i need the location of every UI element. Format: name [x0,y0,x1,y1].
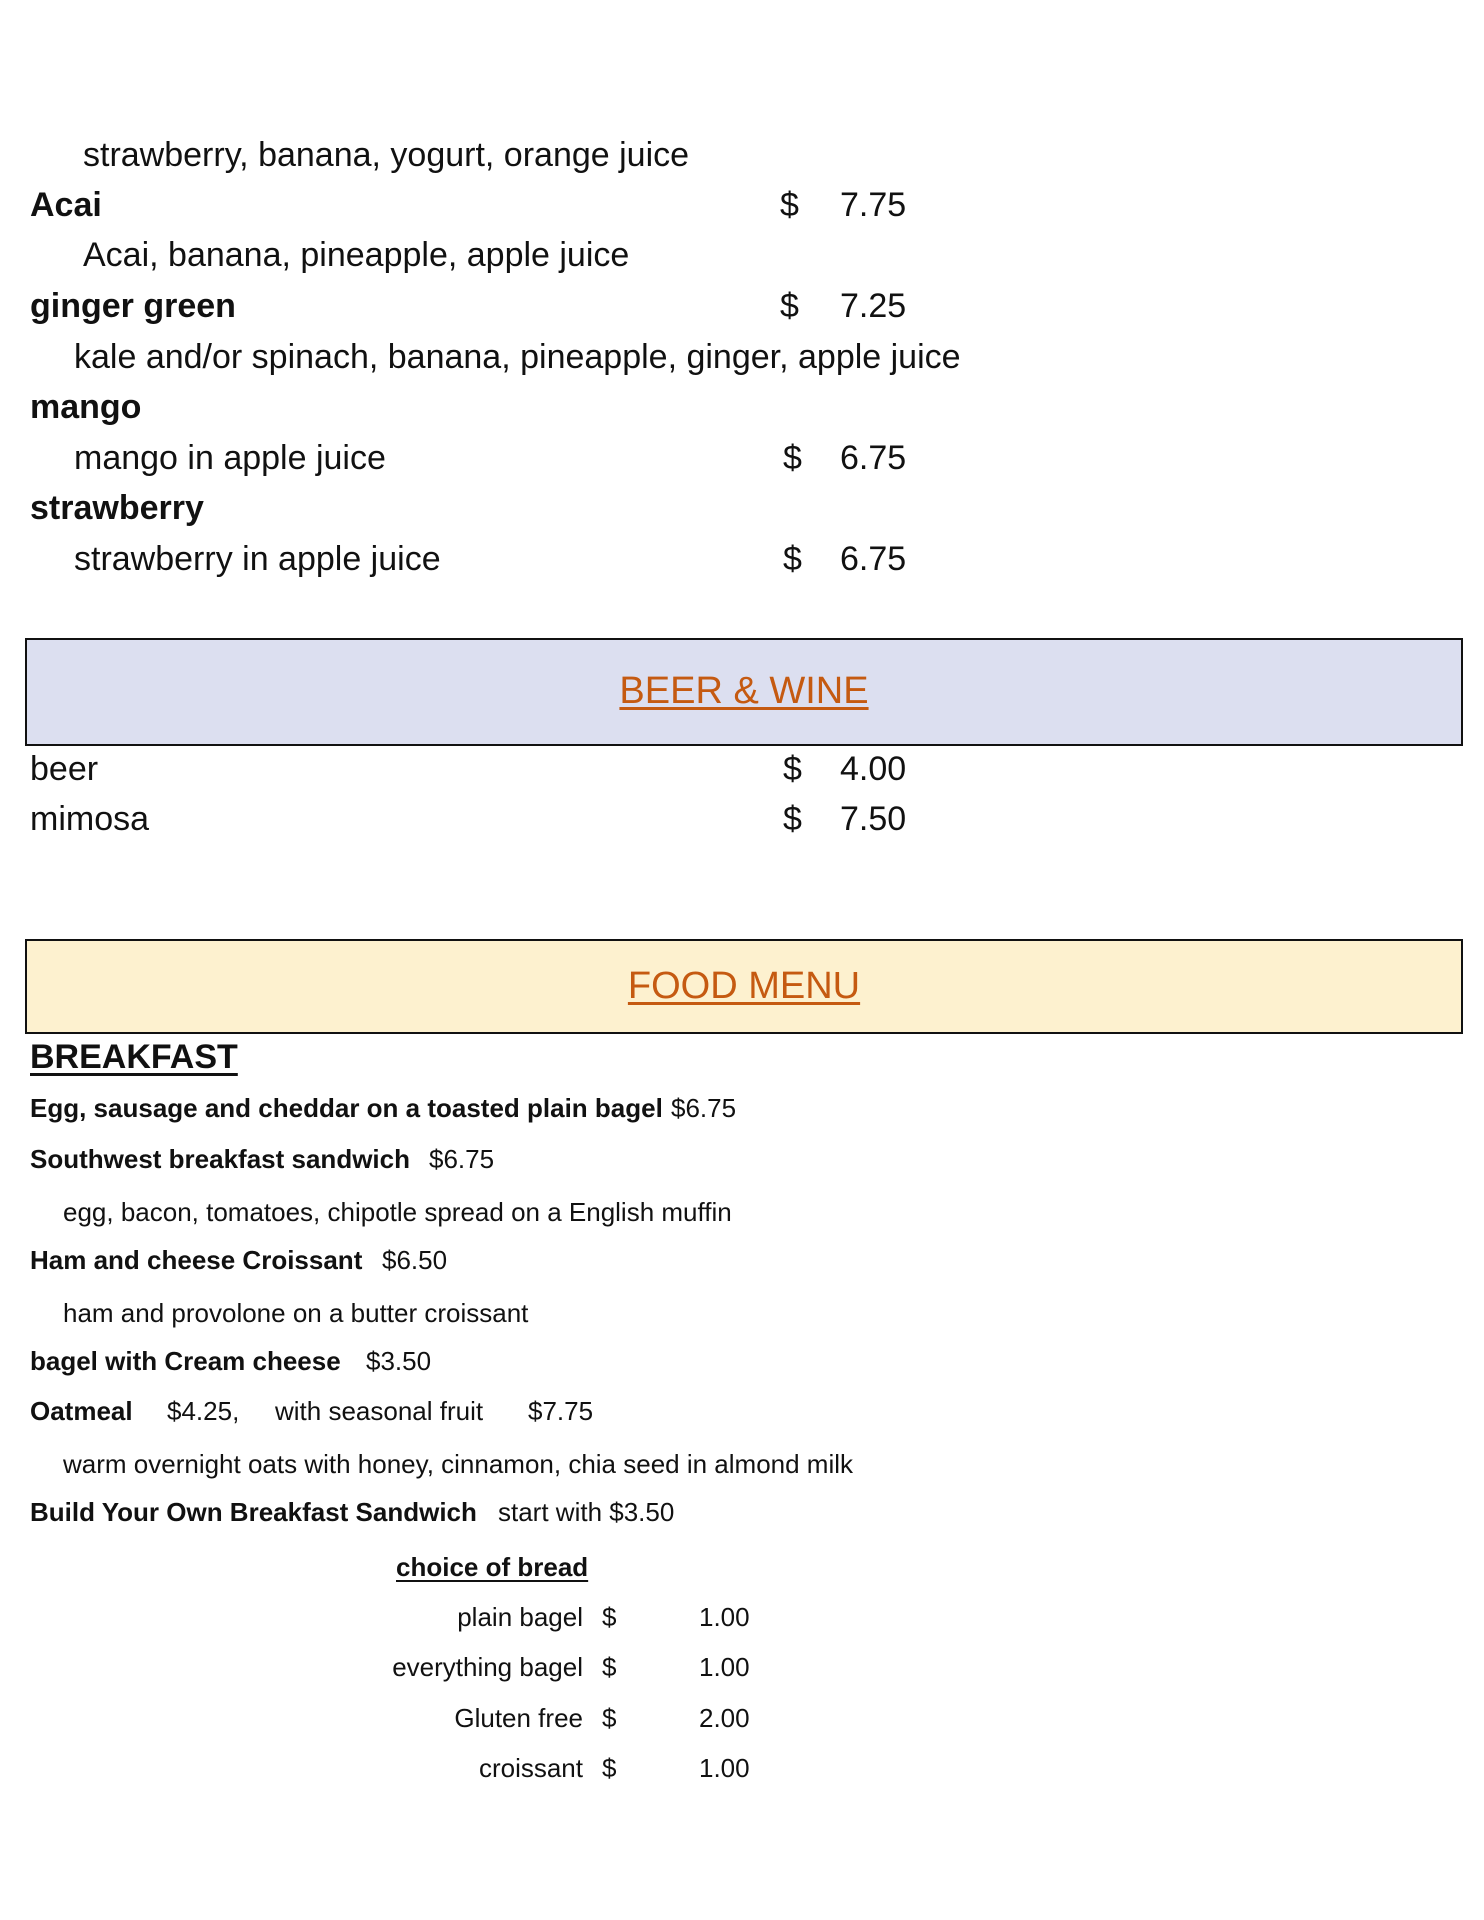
bread-option-price: 1.00 [699,1602,750,1632]
bread-option-name: everything bagel [392,1652,583,1682]
smoothie-price: 6.75 [840,540,907,578]
food-menu-banner [25,939,1463,1034]
food-item-desc: warm overnight oats with honey, cinnamon, chia seed in almond milk [63,1449,854,1479]
food-item-price: $6.75 [671,1093,737,1123]
smoothie-desc: kale and/or spinach, banana, pineapple, ginger, apple juice [74,338,961,376]
food-item-name: Build Your Own Breakfast Sandwich [30,1497,477,1527]
smoothie-desc: Acai, banana, pineapple, apple juice [83,236,630,274]
food-menu-title: FOOD MENU [627,965,861,1007]
smoothie-desc: strawberry, banana, yogurt, orange juice [83,136,690,174]
beer-wine-title: BEER & WINE [619,670,869,712]
currency-sign: $ [780,186,799,224]
smoothie-name: Acai [30,186,102,224]
beer-wine-banner [25,638,1463,746]
smoothie-desc: strawberry in apple juice [74,540,441,578]
drink-price: 7.50 [840,800,907,838]
currency-sign: $ [783,540,802,578]
currency-sign: $ [783,439,802,477]
drink-price: 4.00 [840,750,907,788]
food-item-desc: egg, bacon, tomatoes, chipotle spread on a English muffin [63,1197,732,1227]
drink-name: beer [30,750,99,788]
drink-name: mimosa [30,800,150,838]
currency-sign: $ [602,1703,617,1733]
smoothie-name: mango [30,388,142,426]
food-item-name: Egg, sausage and cheddar on a toasted plain bagel [30,1093,663,1123]
food-item-price: $6.75 [429,1144,495,1174]
food-item-price: start with $3.50 [498,1497,675,1527]
currency-sign: $ [602,1652,617,1682]
smoothie-price: 6.75 [840,439,907,477]
food-item-price: $4.25, [167,1396,240,1426]
currency-sign: $ [602,1753,617,1783]
smoothie-desc: mango in apple juice [74,439,386,477]
bread-option-price: 1.00 [699,1652,750,1682]
smoothie-name: strawberry [30,489,204,527]
food-item-name: Ham and cheese Croissant [30,1245,363,1275]
smoothie-name: ginger green [30,287,236,325]
breakfast-heading: BREAKFAST [30,1038,238,1076]
food-item-price: $6.50 [382,1245,448,1275]
bread-option-name: croissant [478,1753,583,1783]
food-item-extra: with seasonal fruit [275,1396,484,1426]
smoothie-price: 7.75 [840,186,907,224]
currency-sign: $ [783,800,802,838]
bread-option-price: 1.00 [699,1753,750,1783]
food-item-name: Oatmeal [30,1396,133,1426]
food-item-price: $3.50 [366,1346,432,1376]
food-item-extra-price: $7.75 [528,1396,594,1426]
bread-heading: choice of bread [396,1552,589,1582]
smoothie-price: 7.25 [840,287,907,325]
bread-option-name: Gluten free [454,1703,583,1733]
food-item-desc: ham and provolone on a butter croissant [63,1298,529,1328]
bread-option-price: 2.00 [699,1703,750,1733]
currency-sign: $ [780,287,799,325]
bread-option-name: plain bagel [457,1602,583,1632]
food-item-name: bagel with Cream cheese [30,1346,341,1376]
currency-sign: $ [602,1602,617,1632]
currency-sign: $ [783,750,802,788]
food-item-name: Southwest breakfast sandwich [30,1144,410,1174]
